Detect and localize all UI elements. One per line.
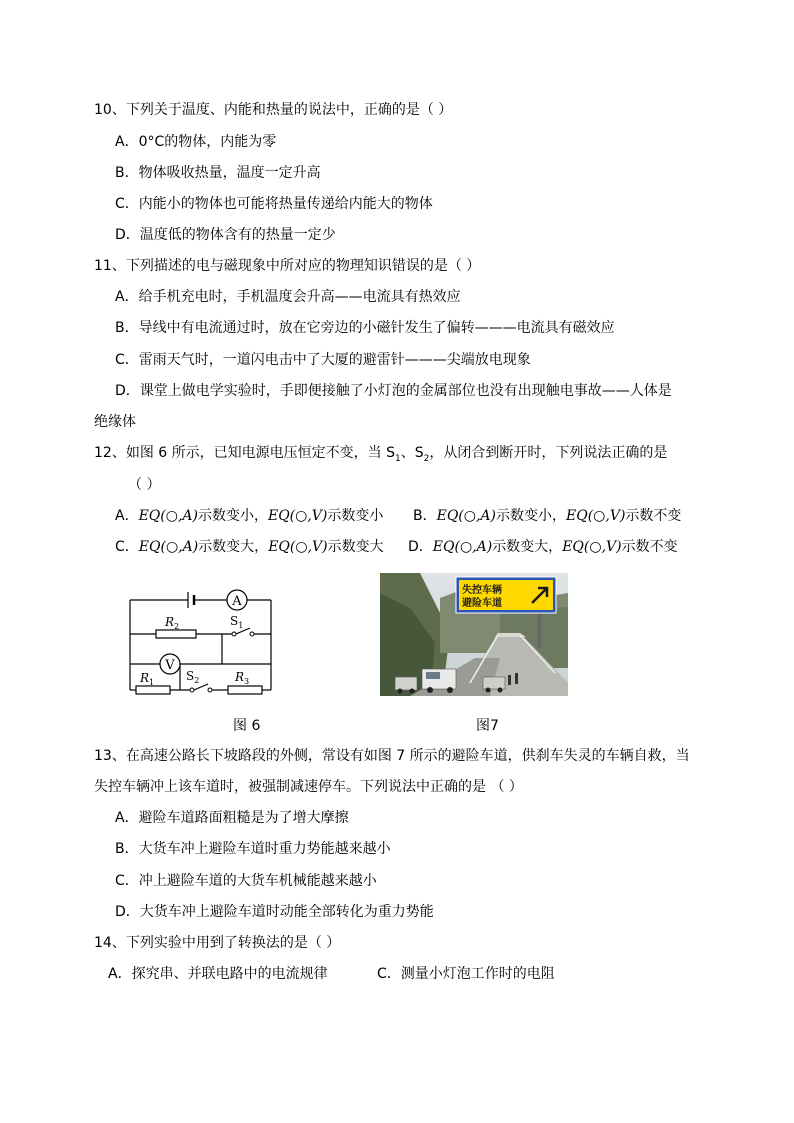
q12-stem: 12、如图 6 所示，已知电源电压恒定不变，当 $S_1$、$S_2$，从闭合到断开时，下列说法正确的是 bbox=[94, 445, 668, 464]
q11-option-c: C．雷雨天气时，一道闪电击中了大厦的避雷针———尖端放电现象 bbox=[115, 352, 531, 368]
q11-option-b: B．导线中有电流通过时，放在它旁边的小磁针发生了偏转———电流具有磁效应 bbox=[115, 320, 615, 336]
runaway-ramp-photo bbox=[380, 573, 568, 696]
resistor-r3 bbox=[228, 686, 262, 694]
q10-option-a: A．0°C的物体，内能为零 bbox=[115, 134, 277, 150]
q11-stem: 11、下列描述的电与磁现象中所对应的物理知识错误的是（ ） bbox=[94, 258, 481, 274]
q13-option-b: B．大货车冲上避险车道时重力势能越来越小 bbox=[115, 841, 391, 857]
q12-option-c: C．EQ(○,A)示数变大，EQ(○,V)示数变大 bbox=[115, 539, 384, 555]
circuit-diagram-fig6 bbox=[124, 586, 279, 696]
q12-option-b: B．EQ(○,A)示数变小，EQ(○,V)示数不变 bbox=[413, 508, 682, 524]
q14-option-a: A．探究串、并联电路中的电流规律 bbox=[108, 966, 328, 982]
q11-option-d-cont: 绝缘体 bbox=[94, 414, 136, 430]
sign-line1: 失控车辆 bbox=[462, 585, 502, 596]
q12-paren: （ ） bbox=[128, 477, 161, 493]
q13-stem-line2: 失控车辆冲上该车道时，被强制减速停车。下列说法中正确的是 （ ） bbox=[94, 779, 523, 795]
q12-option-a: A．EQ(○,A)示数变小，EQ(○,V)示数变小 bbox=[115, 508, 384, 524]
q13-option-d: D．大货车冲上避险车道时动能全部转化为重力势能 bbox=[115, 904, 434, 920]
r2-label: $R_2$ bbox=[165, 615, 180, 631]
q13-stem-line1: 13、在高速公路长下坡路段的外侧，常设有如图 7 所示的避险车道，供刹车失灵的车辆自救，当 bbox=[94, 748, 690, 764]
r1-label: $R_1$ bbox=[140, 671, 155, 687]
r3-label: $R_3$ bbox=[235, 670, 250, 686]
s2-label: $S_2$ bbox=[186, 669, 200, 685]
s1-label: $S_1$ bbox=[230, 614, 244, 630]
q10-option-c: C．内能小的物体也可能将热量传递给内能大的物体 bbox=[115, 196, 433, 212]
fig6-caption: 图 6 bbox=[233, 718, 261, 734]
q12-option-d: D．EQ(○,A)示数变大，EQ(○,V)示数不变 bbox=[408, 539, 678, 555]
q11-option-a: A．给手机充电时，手机温度会升高——电流具有热效应 bbox=[115, 289, 461, 305]
q13-option-c: C．冲上避险车道的大货车机械能越来越小 bbox=[115, 873, 377, 889]
ammeter-label: A bbox=[232, 594, 242, 609]
q13-option-a: A．避险车道路面粗糙是为了增大摩擦 bbox=[115, 810, 349, 826]
q10-option-b: B．物体吸收热量，温度一定升高 bbox=[115, 165, 321, 181]
q14-option-c: C．测量小灯泡工作时的电阻 bbox=[377, 966, 555, 982]
q10-option-d: D．温度低的物体含有的热量一定少 bbox=[115, 227, 336, 243]
voltmeter-label: V bbox=[165, 658, 175, 673]
sign-line2: 避险车道 bbox=[462, 598, 502, 609]
resistor-r1 bbox=[136, 686, 170, 694]
resistor-r2 bbox=[156, 630, 196, 638]
q11-option-d: D．课堂上做电学实验时，手即便接触了小灯泡的金属部位也没有出现触电事故——人体是 bbox=[115, 383, 672, 399]
q10-stem: 10、下列关于温度、内能和热量的说法中，正确的是（ ） bbox=[94, 102, 453, 118]
fig7-caption: 图7 bbox=[476, 718, 499, 734]
q14-stem: 14、下列实验中用到了转换法的是（ ） bbox=[94, 935, 341, 951]
